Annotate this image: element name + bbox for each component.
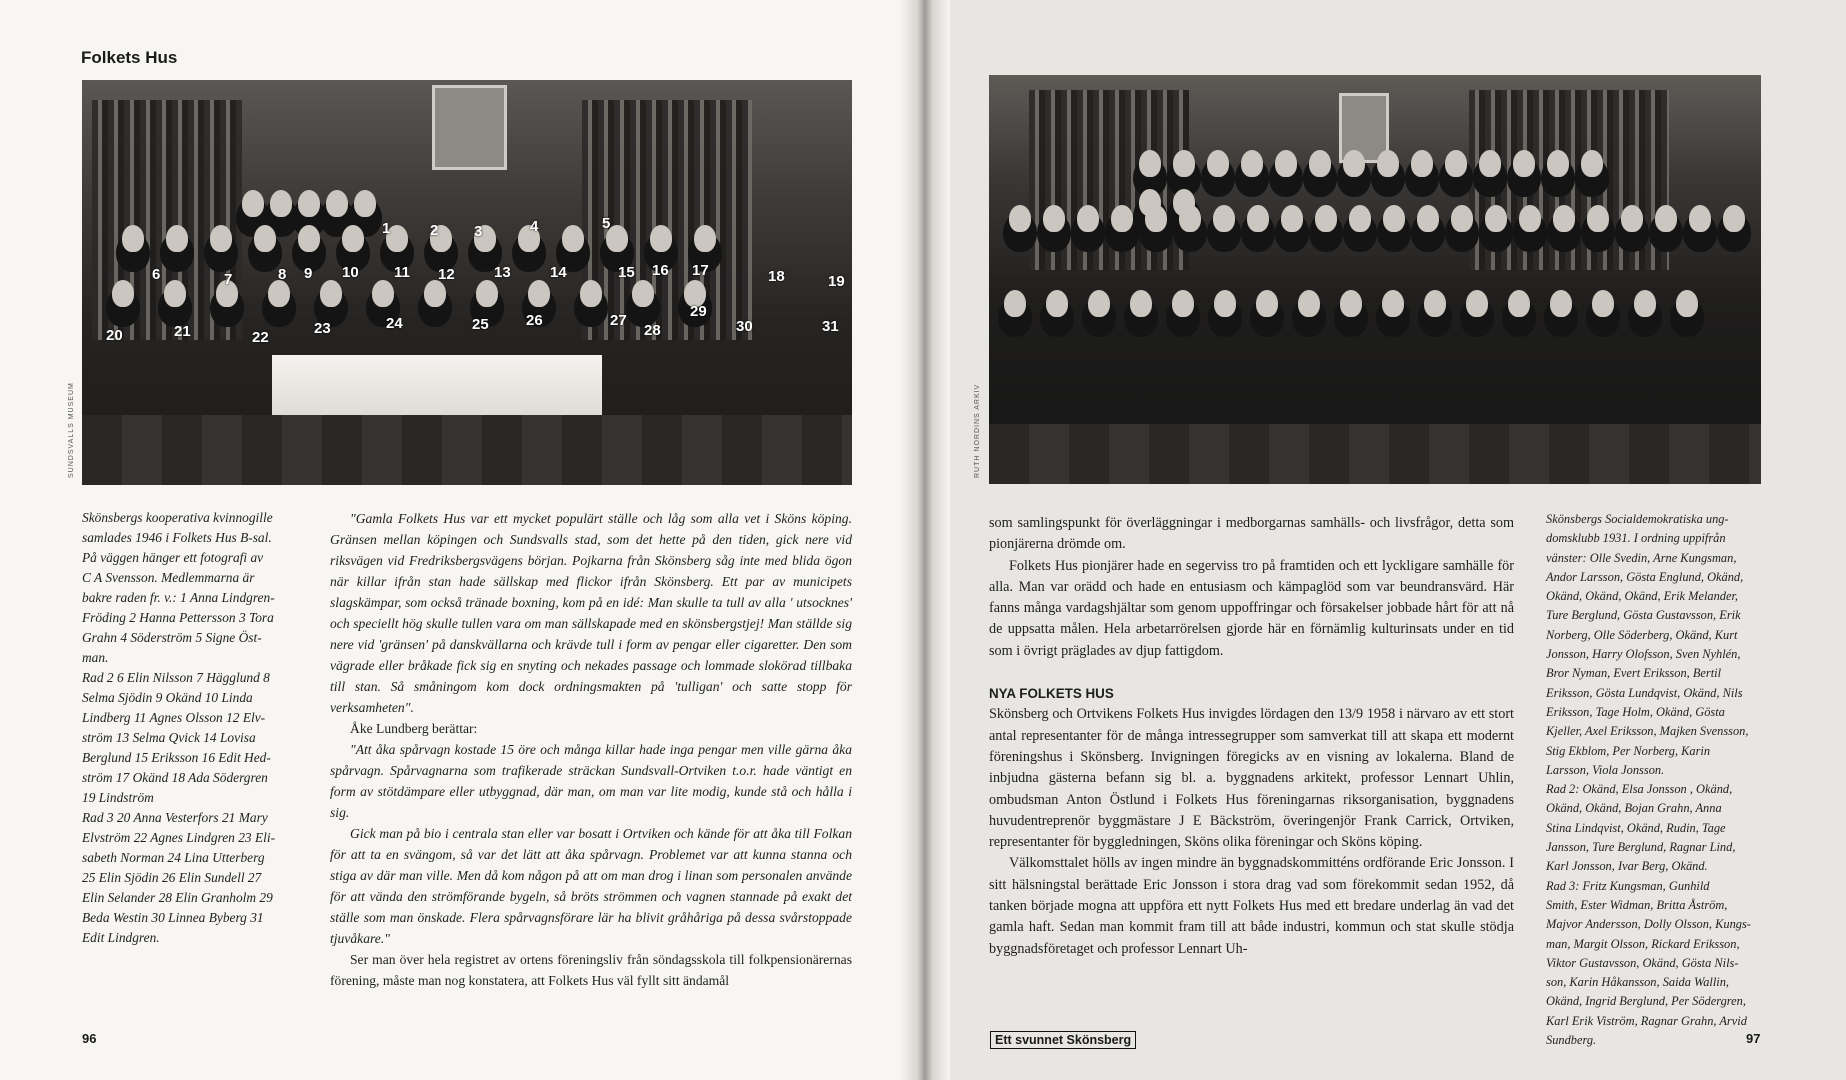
photo-number: 5	[602, 215, 611, 232]
photo-number: 20	[106, 327, 123, 344]
row-front-heads	[1004, 290, 1754, 317]
row-2-heads	[122, 225, 822, 252]
photo-number: 23	[314, 320, 331, 337]
photo-caption: Skönsbergs kooperativa kvinnogille samlades 1946 i Folkets Hus B-sal. På väggen hänger ett fotografi av C A Svensson. Medlemmarna är bakre raden fr. v.: 1 Anna Lindgren- Fröding 2 Hanna Pettersson 3 Tora Grahn 4 Söderström 5 Signe Öst- man. Rad 2 6 Elin Nilsson 7 Hägglund 8 Selma Sjödin 9 Okänd 10 Linda Lindberg 11 Agnes Olsson 12 Elv- ström 13 Selma Qvick 14 Lovisa Berglund 15 Eriksson 16 Edit Hed- ström 17 Okänd 18 Ada Södergren 19 Lindström Rad 3 20 Anna Vesterfors 21 Mary Elvström 22 Agnes Lindgren 23 Eli- sabeth Norman 24 Lina Utterberg 25 Elin Sjödin 26 Elin Sundell 27 Elin Selander 28 Elin Granholm 29 Beda Westin 30 Linnea Byberg 31 Edit Lindgren.	[82, 510, 276, 945]
photo-caption: Skönsbergs Socialdemokratiska ung- domsklubb 1931. I ordning uppifrån vänster: Olle Svedin, Arne Kungsman, Andor Larsson, Gösta Englund, Okänd, Okänd, Okänd, Okänd, Erik Melander, Ture Berglund, Gösta Gustavsson, Erik Norberg, Olle Söderberg, Okänd, Kurt Jonsson, Harry Olofsson, Sven Nyhlén, Bror Nyman, Evert Eriksson, Bertil Eriksson, Gösta Lundqvist, Okänd, Nils Eriksson, Tage Holm, Okänd, Gösta Kjeller, Axel Eriksson, Majken Svensson, Stig Ekblom, Per Norberg, Karin Larsson, Viola Jonsson. Rad 2: Okänd, Elsa Jonsson , Okänd, Okänd, Okänd, Bojan Grahn, Anna Stina Lindqvist, Okänd, Rudin, Tage Jansson, Ture Berglund, Ragnar Lind, Karl Jonsson, Ivar Berg, Okänd. Rad 3: Fritz Kungsman, Gunhild Smith, Ester Widman, Britta Åström, Majvor Andersson, Dolly Olsson, Kungs- man, Margit Olsson, Rickard Eriksson, Viktor Gustavsson, Okänd, Gösta Nils- son, Karin Håkansson, Saida Wallin, Okänd, Ingrid Berglund, Per Södergren, Karl Erik Viström, Ragnar Grahn, Arvid Sundberg.	[1546, 512, 1751, 1048]
photo-number: 3	[474, 223, 483, 240]
photo-number: 28	[644, 322, 661, 339]
photo-number: 17	[692, 262, 709, 279]
photo-number: 6	[152, 266, 161, 283]
photo-credit: RUTH NORDINS ARKIV	[974, 383, 981, 478]
photo-number: 13	[494, 264, 511, 281]
subheading: NYA FOLKETS HUS	[989, 686, 1114, 702]
photo-number: 18	[768, 268, 785, 285]
quote-sparvagn-1: "Att åka spårvagn kostade 15 öre och många killar hade inga pengar men ville gärna åka spårvagn. Spårvagnarna som trafikerade sträckan Sundsvall-Ortviken t.o.r. hade väntigt en form av stötdämpare eller utbyggnad, där man, om man var lite modig, kunde stå och hålla i sig.	[330, 742, 852, 820]
quote-sparvagn-2: Gick man på bio i centrala stan eller var bosatt i Ortviken och kände för att åka till Folkan för att ta en svängom, så var det lätt att åka spårvagn. Problemet var att kunna stanna och stiga av där man ville. Men då kom någon på att om man drog i linan som personalen använde för att vända den strömförande bygeln, så bröts strömmen och vagnen stannade på exakt det ställe som man önskade. Flera spårvagnsförare lär ha blivit gråhåriga på dessa svårstoppade tjuvåkare."	[330, 826, 852, 946]
left-page	[0, 0, 920, 1080]
photo-number: 15	[618, 264, 635, 281]
photo-number: 9	[304, 265, 313, 282]
paragraph-foreningsliv: Ser man över hela registret av ortens föreningsliv från söndagsskola till folkpensionärernas förening, måste man nog konstatera, att Folkets Hus väl fyllt sitt ändamål	[330, 952, 852, 988]
photo-ungdomsklubb	[989, 75, 1761, 484]
photo-number: 7	[224, 271, 233, 288]
photo-number: 27	[610, 312, 627, 329]
photo-number: 29	[690, 303, 707, 320]
paragraph-valkomsttal: Välkomsttalet hölls av ingen mindre än byggnadskommitténs ordförande Eric Jonsson. I sitt hälsningstal berättade Eric Jonsson i stora drag vad som förekommit sedan 1952, då tanken började mogna att uppföra ett nytt Folkets Hus med ett bredare underlag än vad det gamla haft. Sedan man kommit fram till att både industri, kommun och stat skulle stödja byggnadsföretaget och professor Lennart Uh-	[989, 855, 1514, 957]
page-number: 97	[1746, 1031, 1761, 1046]
row-back-heads	[242, 190, 712, 217]
photo-number: 25	[472, 316, 489, 333]
floor	[82, 415, 852, 485]
quote-intro: Åke Lundberg berättar:	[350, 721, 478, 736]
photo-number: 8	[278, 266, 287, 283]
photo-number: 10	[342, 264, 359, 281]
photo-number: 30	[736, 318, 753, 335]
row-middle-heads	[1009, 205, 1749, 232]
photo-number: 19	[828, 273, 845, 290]
photo-number: 2	[430, 222, 439, 239]
right-body-text	[989, 513, 1514, 960]
photo-number: 14	[550, 264, 567, 281]
photo-number: 31	[822, 318, 839, 335]
photo-number: 26	[526, 312, 543, 329]
photo-number: 11	[394, 264, 410, 281]
paragraph-samlingspunkt: som samlingspunkt för överläggningar i medborgarnas samhälls- och livsfrågor, detta som pionjärerna drömde om.	[989, 515, 1514, 553]
floor	[989, 424, 1761, 484]
photo-kvinnogille	[82, 80, 852, 485]
paragraph-invigning: Skönsberg och Ortvikens Folkets Hus invigdes lördagen den 13/9 1958 i närvaro av ett stort antal representanter för de många intressegrupper som samverkat till att skapa ett modernt föreningshus i Skönsberg. Invigningen föregicks av en visning av lokalerna. Bland de inbjudna gästerna befann sig bl. a. byggnadens arkitekt, professor Lennart Uhlin, ombudsman Anton Östlund i Folkets Hus föreningarnas riksorganisation, byggnadens huvudentreprenör byggmästare J E Bäckström, överingenjör Frank Carrick, Ortviken, representanter för byggledningen, Sköns olika föreningar och Sköns köping.	[989, 706, 1514, 851]
row-3-heads	[112, 280, 842, 307]
photo-number: 1	[382, 220, 391, 237]
book-title: Ett svunnet Skönsberg	[990, 1031, 1136, 1049]
section-title: Folkets Hus	[81, 48, 178, 67]
photo-number: 12	[438, 266, 455, 283]
quote-tull: "Gamla Folkets Hus var ett mycket populärt ställe och låg som alla vet i Sköns köping. Gränsen mellan köpingen och Sundsvalls stad, som det hette på den tiden, gick nere vid riksvägen vid Fredriksbergsvägens början. Pojkarna från Skönsberg såg inte med blida ögon när killar ifrån stan hade sällskap med flickor ifrån Skönsberg. Ett par av municipets slagskämpar, som också tränade boxning, kom på en idé: Man skulle ta tull av alla ' utsocknes' och speciellt hög skulle tullen vara om man sällskapade med en skönsbergstjej! Man ställde sig nere vid 'gränsen' på danskvällarna och krävde tull i form av pengar eller cigaretter. Den som vägrade eller bråkade fick sig en snyting och nekades passage och lommade slokörad tillbaka till stan. Så småningom kom dock ordningsmakten på 'tulligan' och satte stopp för verksamheten".	[330, 511, 852, 715]
wall-portrait	[432, 85, 507, 170]
page-number: 96	[82, 1031, 97, 1046]
photo-number: 22	[252, 329, 269, 346]
photo-number: 21	[174, 323, 191, 340]
photo-credit: SUNDSVALLS MUSEUM	[68, 382, 75, 478]
left-body-text	[330, 508, 852, 991]
photo-number: 24	[386, 315, 403, 332]
paragraph-pionjarer: Folkets Hus pionjärer hade en segerviss tro på framtiden och ett lyckligare samhälle för alla. Man var orädd och hade en entusiasm och kämpaglöd som var beundransvärd. Här fanns många vardagshjältar som genom uppoffringar och försakelser jobbade hårt för att nå de uppsatta målen. Hela arbetarrörelsen gjorde här en förnämlig kulturinsats under en tid som i övrigt präglades av djup fattigdom.	[989, 557, 1514, 659]
photo-number: 4	[530, 218, 539, 235]
photo-number: 16	[652, 262, 669, 279]
